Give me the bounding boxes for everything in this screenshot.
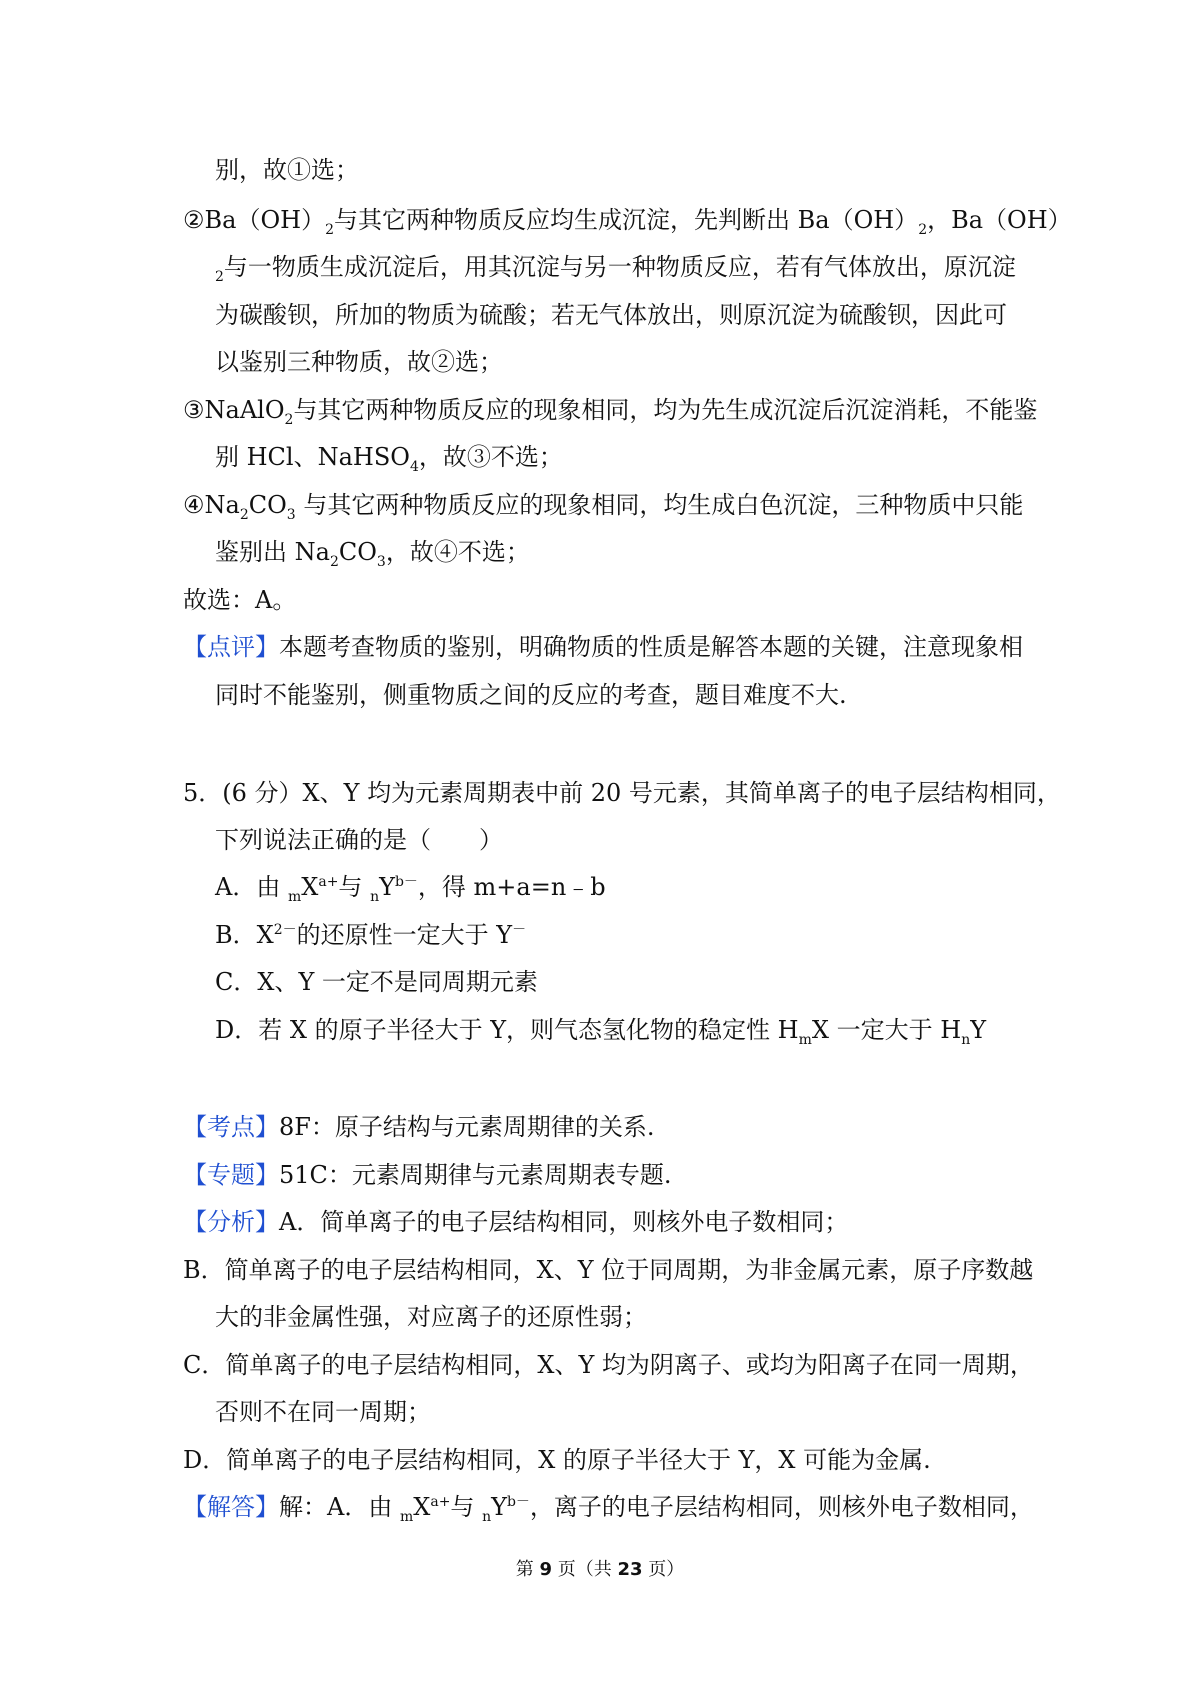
- option-c: C．X、Y 一定不是同周期元素: [215, 968, 538, 996]
- page-footer: 第 9 页（共 23 页）: [515, 1559, 685, 1580]
- text-line: 同时不能鉴别，侧重物质之间的反应的考查，题目难度不大.: [215, 681, 847, 709]
- text-line: 否则不在同一周期；: [215, 1398, 431, 1426]
- text-line: 别，故①选；: [215, 156, 359, 184]
- answer-line: 故选：A。: [183, 586, 297, 614]
- zhuanti-tag: 【专题】: [183, 1161, 279, 1189]
- fenxi-tag: 【分析】: [183, 1208, 279, 1236]
- fenxi-line: 【分析】A．简单离子的电子层结构相同，则核外电子数相同；: [183, 1208, 849, 1236]
- text-line: 为碳酸钡，所加的物质为硫酸；若无气体放出，则原沉淀为硫酸钡，因此可: [215, 301, 1007, 329]
- option-a: A．由 $_mX^{a+}$与 $_nY^{b-}$，得 m+a=n﹣b: [215, 873, 606, 905]
- text-line: 鉴别出 $Na_2CO_3$，故④不选；: [215, 538, 530, 570]
- text-line: B．简单离子的电子层结构相同，X、Y 位于同周期，为非金属元素，原子序数越: [183, 1256, 1034, 1284]
- page-number: 9: [539, 1559, 552, 1580]
- text-line: $_2$与一物质生成沉淀后，用其沉淀与另一种物质反应，若有气体放出，原沉淀: [215, 253, 1016, 285]
- comment-tag: 【点评】: [183, 633, 279, 661]
- option-b: B．$X^{2-}$的还原性一定大于 Y－: [215, 921, 527, 949]
- text-line: $②Ba(OH)_2$与其它两种物质反应均生成沉淀，先判断出 $Ba(OH)_2$，Ba（OH）: [183, 206, 1072, 238]
- kaodian-tag: 【考点】: [183, 1113, 279, 1141]
- option-d: D．若 X 的原子半径大于 Y，则气态氢化物的稳定性 $H_mX$ 一定大于 $H_nY$: [215, 1016, 987, 1048]
- kaodian-line: 【考点】8F：原子结构与元素周期律的关系.: [183, 1113, 655, 1141]
- zhuanti-line: 【专题】51C：元素周期律与元素周期表专题.: [183, 1161, 672, 1189]
- text-line: $④Na_2CO_3$ 与其它两种物质反应的现象相同，均生成白色沉淀，三种物质中只能: [183, 491, 1024, 523]
- text-line: C．简单离子的电子层结构相同，X、Y 均为阴离子、或均为阳离子在同一周期，: [183, 1351, 1034, 1379]
- text-line: D．简单离子的电子层结构相同，X 的原子半径大于 Y，X 可能为金属.: [183, 1446, 931, 1474]
- question-stem: 下列说法正确的是（ ）: [215, 826, 503, 854]
- jieda-line: 【解答】解：A．由 $_mX^{a+}$与 $_nY^{b-}$，离子的电子层结构相同，则核外电子数相同，: [183, 1493, 1034, 1525]
- text-line: 大的非金属性强，对应离子的还原性弱；: [215, 1303, 647, 1331]
- page-total: 23: [617, 1559, 643, 1580]
- comment-line: 【点评】本题考查物质的鉴别，明确物质的性质是解答本题的关键，注意现象相: [183, 633, 1023, 661]
- text-line: ③NaAlO$_2$与其它两种物质反应的现象相同，均为先生成沉淀后沉淀消耗，不能鉴: [183, 396, 1038, 428]
- jieda-tag: 【解答】: [183, 1493, 279, 1521]
- text-line: 别 HCl、NaHSO$_4$，故③不选；: [215, 443, 563, 475]
- question-stem: 5．(6 分）X、Y 均为元素周期表中前 20 号元素，其简单离子的电子层结构相同，: [183, 779, 1061, 807]
- text-line: 以鉴别三种物质，故②选；: [215, 348, 503, 376]
